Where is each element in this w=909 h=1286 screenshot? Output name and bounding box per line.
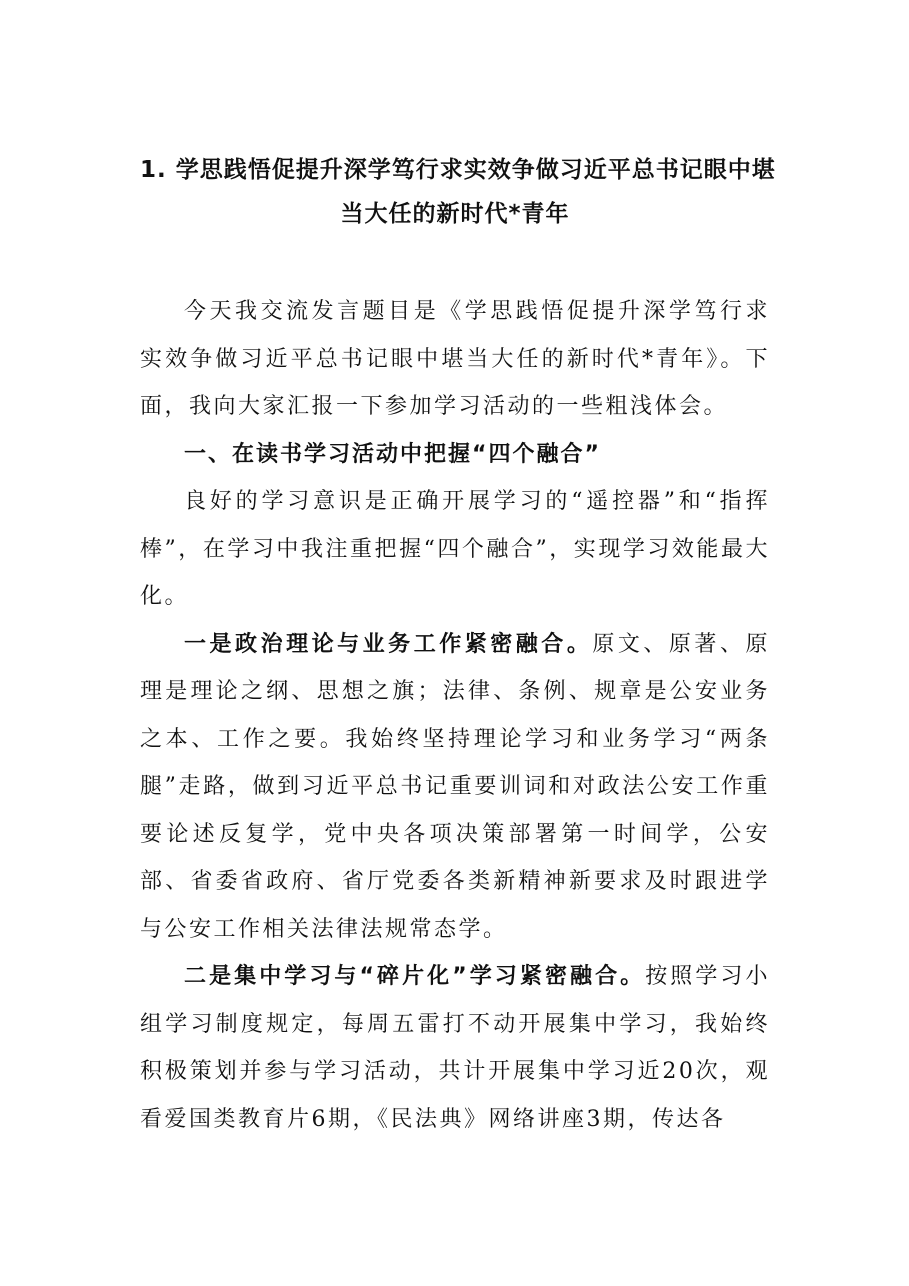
- point-1-paragraph: [140, 621, 770, 954]
- document-title: [140, 148, 776, 236]
- title-line-2: 当大任的新时代*青年: [340, 201, 570, 227]
- document-page: [140, 148, 776, 1143]
- point-2-lead: 二是集中学习与“碎片化”学习紧密融合。: [184, 964, 646, 989]
- intro-paragraph: 今天我交流发言题目是《学思践悟促提升深学笃行求实效争做习近平总书记眼中堪当大任的新时代*青年》。下面，我向大家汇报一下参加学习活动的一些粗浅体会。: [140, 299, 770, 419]
- section-1-heading: 一、在读书学习活动中把握“四个融合”: [184, 441, 601, 467]
- point-2-body: 按照学习小组学习制度规定，每周五雷打不动开展集中学习，我始终积极策划并参与学习活动，共计开展集中学习近20次，观看爱国类教育片6期，《民法典》网络讲座3期，传达各: [140, 964, 770, 1132]
- point-1-body: 原文、原著、原理是理论之纲、思想之旗；法律、条例、规章是公安业务之本、工作之要。我始终坚持理论学习和业务学习“两条腿”走路，做到习近平总书记重要训词和对政法公安工作重要论述反复学，党中央各项决策部署第一时间学，公安部、省委省政府、省厅党委各类新精神新要求及时跟进学与公安工作相关法律法规常态学。: [140, 631, 770, 942]
- point-1-lead: 一是政治理论与业务工作紧密融合。: [184, 631, 593, 657]
- point-2-paragraph: [140, 953, 770, 1143]
- title-line-1: 1. 学思践悟促提升深学笃行求实效争做习近平总书记眼中堪: [140, 157, 776, 183]
- section-1-intro-paragraph: 良好的学习意识是正确开展学习的“遥控器”和“指挥棒”，在学习中我注重把握“四个融合”，实现学习效能最大化。: [140, 489, 770, 609]
